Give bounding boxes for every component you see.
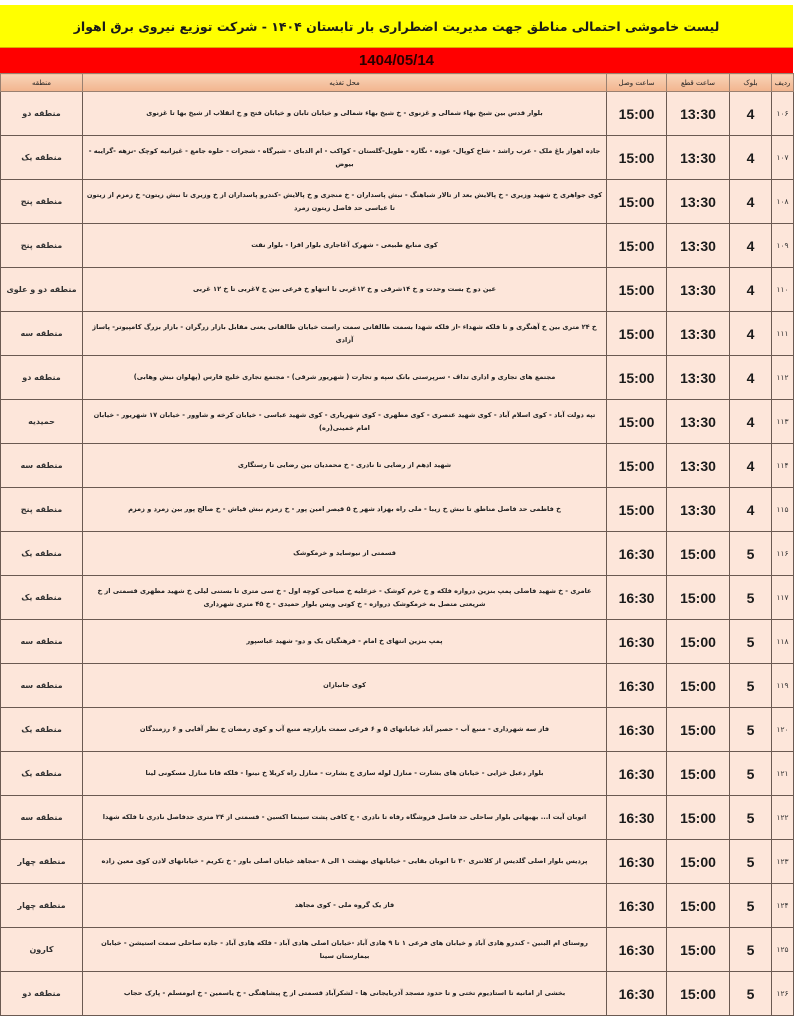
column-header-cut-time: ساعت قطع — [667, 74, 730, 92]
row-number: ۱۱۴ — [772, 444, 794, 488]
connect-time: 16:30 — [607, 840, 667, 884]
table-row — [1, 796, 794, 840]
outage-schedule-sheet — [0, 5, 793, 1016]
region-name: منطقه یک — [1, 136, 83, 180]
cut-time: 13:30 — [667, 312, 730, 356]
feed-location: بخشی از امانیه تا استادیوم تختی و تا حدود مسجد آذربایجانی ها - لشکرآباد قسمتی از خ پیشاهنگی - خ یاسمین - خ ابومسلم - پارک حجاب — [83, 972, 607, 1016]
cut-time: 15:00 — [667, 664, 730, 708]
row-number: ۱۱۳ — [772, 400, 794, 444]
feed-location: فاز سه شهرداری - منبع آب - حصیر آباد خیابانهای ۵ و ۶ فرعی سمت بازارچه منبع آب و کوی رمضان خ نظر آقایی و ۶ رزمندگان — [83, 708, 607, 752]
cut-time: 13:30 — [667, 180, 730, 224]
block-number: 5 — [730, 576, 772, 620]
cut-time: 15:00 — [667, 840, 730, 884]
row-number: ۱۲۶ — [772, 972, 794, 1016]
region-name: منطقه چهار — [1, 884, 83, 928]
row-number: ۱۰۸ — [772, 180, 794, 224]
page-title: لیست خاموشی احتمالی مناطق جهت مدیریت اضطراری بار تابستان ۱۴۰۴ - شرکت توزیع نیروی برق اهواز — [0, 5, 793, 48]
region-name: منطقه پنج — [1, 180, 83, 224]
cut-time: 13:30 — [667, 92, 730, 136]
feed-location: جاده اهواز باغ ملک - عرب راشد - شاخ کوپال- عوده - نگازه - طویل-گلستان - کواکب - ام الدبای - شیرگاه - شجرات - حلوه جامع - غیزانیه کوچک -نزهه -گرایبه - بیوض — [83, 136, 607, 180]
table-row — [1, 972, 794, 1016]
region-name: منطقه سه — [1, 796, 83, 840]
feed-location: مجتمع های تجاری و اداری تداف - سرپرستی بانک سپه و تجارت ( شهریور شرقی) - مجتمع تجاری خلیج فارس (پهلوان نبش وهابی) — [83, 356, 607, 400]
row-number: ۱۰۹ — [772, 224, 794, 268]
column-header-region: منطقه — [1, 74, 83, 92]
table-row — [1, 488, 794, 532]
outage-table — [0, 73, 794, 1016]
block-number: 4 — [730, 224, 772, 268]
block-number: 5 — [730, 840, 772, 884]
table-row — [1, 752, 794, 796]
cut-time: 15:00 — [667, 708, 730, 752]
block-number: 5 — [730, 928, 772, 972]
connect-time: 16:30 — [607, 884, 667, 928]
region-name: منطقه سه — [1, 312, 83, 356]
cut-time: 13:30 — [667, 268, 730, 312]
table-row — [1, 224, 794, 268]
block-number: 5 — [730, 620, 772, 664]
block-number: 4 — [730, 400, 772, 444]
connect-time: 16:30 — [607, 664, 667, 708]
connect-time: 15:00 — [607, 224, 667, 268]
region-name: منطقه پنج — [1, 224, 83, 268]
connect-time: 16:30 — [607, 796, 667, 840]
region-name: منطقه یک — [1, 708, 83, 752]
row-number: ۱۲۰ — [772, 708, 794, 752]
connect-time: 15:00 — [607, 356, 667, 400]
connect-time: 15:00 — [607, 268, 667, 312]
cut-time: 15:00 — [667, 884, 730, 928]
block-number: 5 — [730, 532, 772, 576]
table-row — [1, 708, 794, 752]
row-number: ۱۱۷ — [772, 576, 794, 620]
feed-location: اتوبان آیت ا... بهبهانی بلوار ساحلی حد فاصل فروشگاه رفاه تا نادری - خ کافی پشت سینما اکسین - قسمتی از ۲۴ متری حدفاصل نادری تا فلکه شهدا — [83, 796, 607, 840]
cut-time: 13:30 — [667, 400, 730, 444]
cut-time: 13:30 — [667, 488, 730, 532]
table-row — [1, 136, 794, 180]
feed-location: عین دو خ بست وحدت و خ ۱۴شرقی و خ ۱۲غربی تا انتهاو خ فرعی بین خ ۷غربی تا خ ۱۲ غربی — [83, 268, 607, 312]
connect-time: 15:00 — [607, 444, 667, 488]
row-number: ۱۲۵ — [772, 928, 794, 972]
column-header-feed-location: محل تغذیه — [83, 74, 607, 92]
table-row — [1, 884, 794, 928]
block-number: 4 — [730, 356, 772, 400]
block-number: 4 — [730, 488, 772, 532]
feed-location: بلوار قدس بین شیخ بهاء شمالی و غزنوی - خ شیخ بهاء شمالی و خیابان تابان و خیابان فتح و خ انقلاب از شیخ بها تا غزنوی — [83, 92, 607, 136]
table-row — [1, 180, 794, 224]
block-number: 5 — [730, 664, 772, 708]
table-row — [1, 532, 794, 576]
connect-time: 15:00 — [607, 136, 667, 180]
row-number: ۱۱۶ — [772, 532, 794, 576]
block-number: 4 — [730, 136, 772, 180]
region-name: کارون — [1, 928, 83, 972]
row-number: ۱۱۸ — [772, 620, 794, 664]
feed-location: کوی جانبازان — [83, 664, 607, 708]
feed-location: روستای ام البنین - کندرو هادی آباد و خیابان های فرعی ۱ تا ۹ هادی آباد -خیابان اصلی هادی آباد - فلکه هادی آباد - جاده ساحلی سمت استیشن - خیابان بیمارستان سینا — [83, 928, 607, 972]
feed-location: کوی منابع طبیعی - شهرک آغاجاری بلوار اقرا - بلوار نفت — [83, 224, 607, 268]
column-header-block: بلوک — [730, 74, 772, 92]
row-number: ۱۰۶ — [772, 92, 794, 136]
cut-time: 15:00 — [667, 796, 730, 840]
region-name: منطقه دو و علوی — [1, 268, 83, 312]
region-name: منطقه دو — [1, 972, 83, 1016]
region-name: منطقه دو — [1, 92, 83, 136]
feed-location: پردیس بلوار اصلی گلدیس از کلانتری ۳۰ تا اتوبان بقایی - خیابانهای بهشت ۱ الی ۸ -مجاهد خیابان اصلی باور - خ تکریم - خیابانهای لادن کوی معین زاده — [83, 840, 607, 884]
cut-time: 15:00 — [667, 752, 730, 796]
block-number: 5 — [730, 972, 772, 1016]
connect-time: 15:00 — [607, 312, 667, 356]
feed-location: فاز یک گروه ملی - کوی مجاهد — [83, 884, 607, 928]
feed-location: کوی جواهری خ شهید وزیری - خ پالایش بعد از تالار شباهنگ - نبش پاسداران - خ منجزی و خ پالایش -کندرو پاسداران از خ وزیری تا نبش زیتون- خ زمزم از زیتون تا عباسی حد فاصل زیتون زمرد — [83, 180, 607, 224]
row-number: ۱۲۲ — [772, 796, 794, 840]
table-row — [1, 400, 794, 444]
feed-location: بلوار دعبل خزایی - خیابان های بشارت - منازل لوله سازی خ بشارت - منازل راه کربلا خ نینوا - فلکه قانا منازل مسکونی لینا — [83, 752, 607, 796]
table-row — [1, 664, 794, 708]
cut-time: 15:00 — [667, 576, 730, 620]
column-header-row-no: ردیف — [772, 74, 794, 92]
table-row — [1, 444, 794, 488]
feed-location: خ ۲۴ متری بین خ آهنگری و تا فلکه شهداء -از فلکه شهدا بسمت طالقانی سمت راست خیابان طالقانی یعنی مقابل بازار زرگران - بازار بزرگ کامپیوتر- پاساژ آزادی — [83, 312, 607, 356]
cut-time: 15:00 — [667, 972, 730, 1016]
block-number: 5 — [730, 752, 772, 796]
feed-location: تپه دولت آباد - کوی اسلام آباد - کوی شهید عنصری - کوی مطهری - کوی شهریاری - کوی شهید عباسی - خیابان کرخه و شاوور - خیابان ۱۷ شهریور - خیابان امام خمینی(ره) — [83, 400, 607, 444]
connect-time: 16:30 — [607, 620, 667, 664]
cut-time: 13:30 — [667, 136, 730, 180]
region-name: منطقه چهار — [1, 840, 83, 884]
block-number: 5 — [730, 884, 772, 928]
connect-time: 16:30 — [607, 928, 667, 972]
block-number: 4 — [730, 444, 772, 488]
region-name: منطقه یک — [1, 532, 83, 576]
region-name: منطقه سه — [1, 620, 83, 664]
cut-time: 15:00 — [667, 620, 730, 664]
table-row — [1, 312, 794, 356]
row-number: ۱۲۱ — [772, 752, 794, 796]
connect-time: 15:00 — [607, 488, 667, 532]
table-row — [1, 928, 794, 972]
feed-location: قسمتی از نیوساید و خرمکوشک — [83, 532, 607, 576]
table-row — [1, 840, 794, 884]
connect-time: 16:30 — [607, 576, 667, 620]
row-number: ۱۲۳ — [772, 840, 794, 884]
feed-location: عامری - خ شهید فاضلی پمپ بنزین دروازه فلکه و خ خرم کوشک - خزعلیه خ صیاحی کوچه اول - خ سی متری تا بستنی لیلی خ شهید مطهری قسمتی از خ شریعتی متصل به خرمکوشک دروازه - خ کوتی ویس بلوار حمیدی - خ ۴۵ متری شهرداری — [83, 576, 607, 620]
connect-time: 15:00 — [607, 400, 667, 444]
region-name: منطقه یک — [1, 576, 83, 620]
region-name: منطقه پنج — [1, 488, 83, 532]
region-name: منطقه دو — [1, 356, 83, 400]
table-row — [1, 92, 794, 136]
connect-time: 16:30 — [607, 752, 667, 796]
row-number: ۱۱۹ — [772, 664, 794, 708]
block-number: 4 — [730, 312, 772, 356]
cut-time: 15:00 — [667, 532, 730, 576]
feed-location: پمپ بنزین انتهای خ امام - فرهنگیان یک و دو- شهید عباسپور — [83, 620, 607, 664]
connect-time: 16:30 — [607, 532, 667, 576]
region-name: حمیدیه — [1, 400, 83, 444]
block-number: 5 — [730, 796, 772, 840]
row-number: ۱۱۵ — [772, 488, 794, 532]
table-row — [1, 268, 794, 312]
table-row — [1, 576, 794, 620]
row-number: ۱۱۰ — [772, 268, 794, 312]
column-header-connect-time: ساعت وصل — [607, 74, 667, 92]
cut-time: 13:30 — [667, 444, 730, 488]
schedule-date: 1404/05/14 — [0, 48, 793, 73]
row-number: ۱۱۱ — [772, 312, 794, 356]
connect-time: 16:30 — [607, 972, 667, 1016]
table-row — [1, 356, 794, 400]
region-name: منطقه سه — [1, 444, 83, 488]
connect-time: 15:00 — [607, 92, 667, 136]
row-number: ۱۰۷ — [772, 136, 794, 180]
block-number: 4 — [730, 92, 772, 136]
cut-time: 15:00 — [667, 928, 730, 972]
connect-time: 15:00 — [607, 180, 667, 224]
table-header-row — [1, 74, 794, 92]
block-number: 4 — [730, 268, 772, 312]
block-number: 5 — [730, 708, 772, 752]
row-number: ۱۱۲ — [772, 356, 794, 400]
feed-location: شهید ادهم از رضایی تا نادری - خ محمدیان بین رضایی تا رستگاری — [83, 444, 607, 488]
connect-time: 16:30 — [607, 708, 667, 752]
table-row — [1, 620, 794, 664]
region-name: منطقه یک — [1, 752, 83, 796]
feed-location: خ فاطمی حد فاصل مناطق تا نبش خ زیبا - ملی راه بهزاد شهر خ ۵ قیصر امین پور - خ زمزم نبش قیاش - خ صالح پور بین زمرد و زمزم — [83, 488, 607, 532]
row-number: ۱۲۴ — [772, 884, 794, 928]
block-number: 4 — [730, 180, 772, 224]
cut-time: 13:30 — [667, 356, 730, 400]
cut-time: 13:30 — [667, 224, 730, 268]
region-name: منطقه سه — [1, 664, 83, 708]
